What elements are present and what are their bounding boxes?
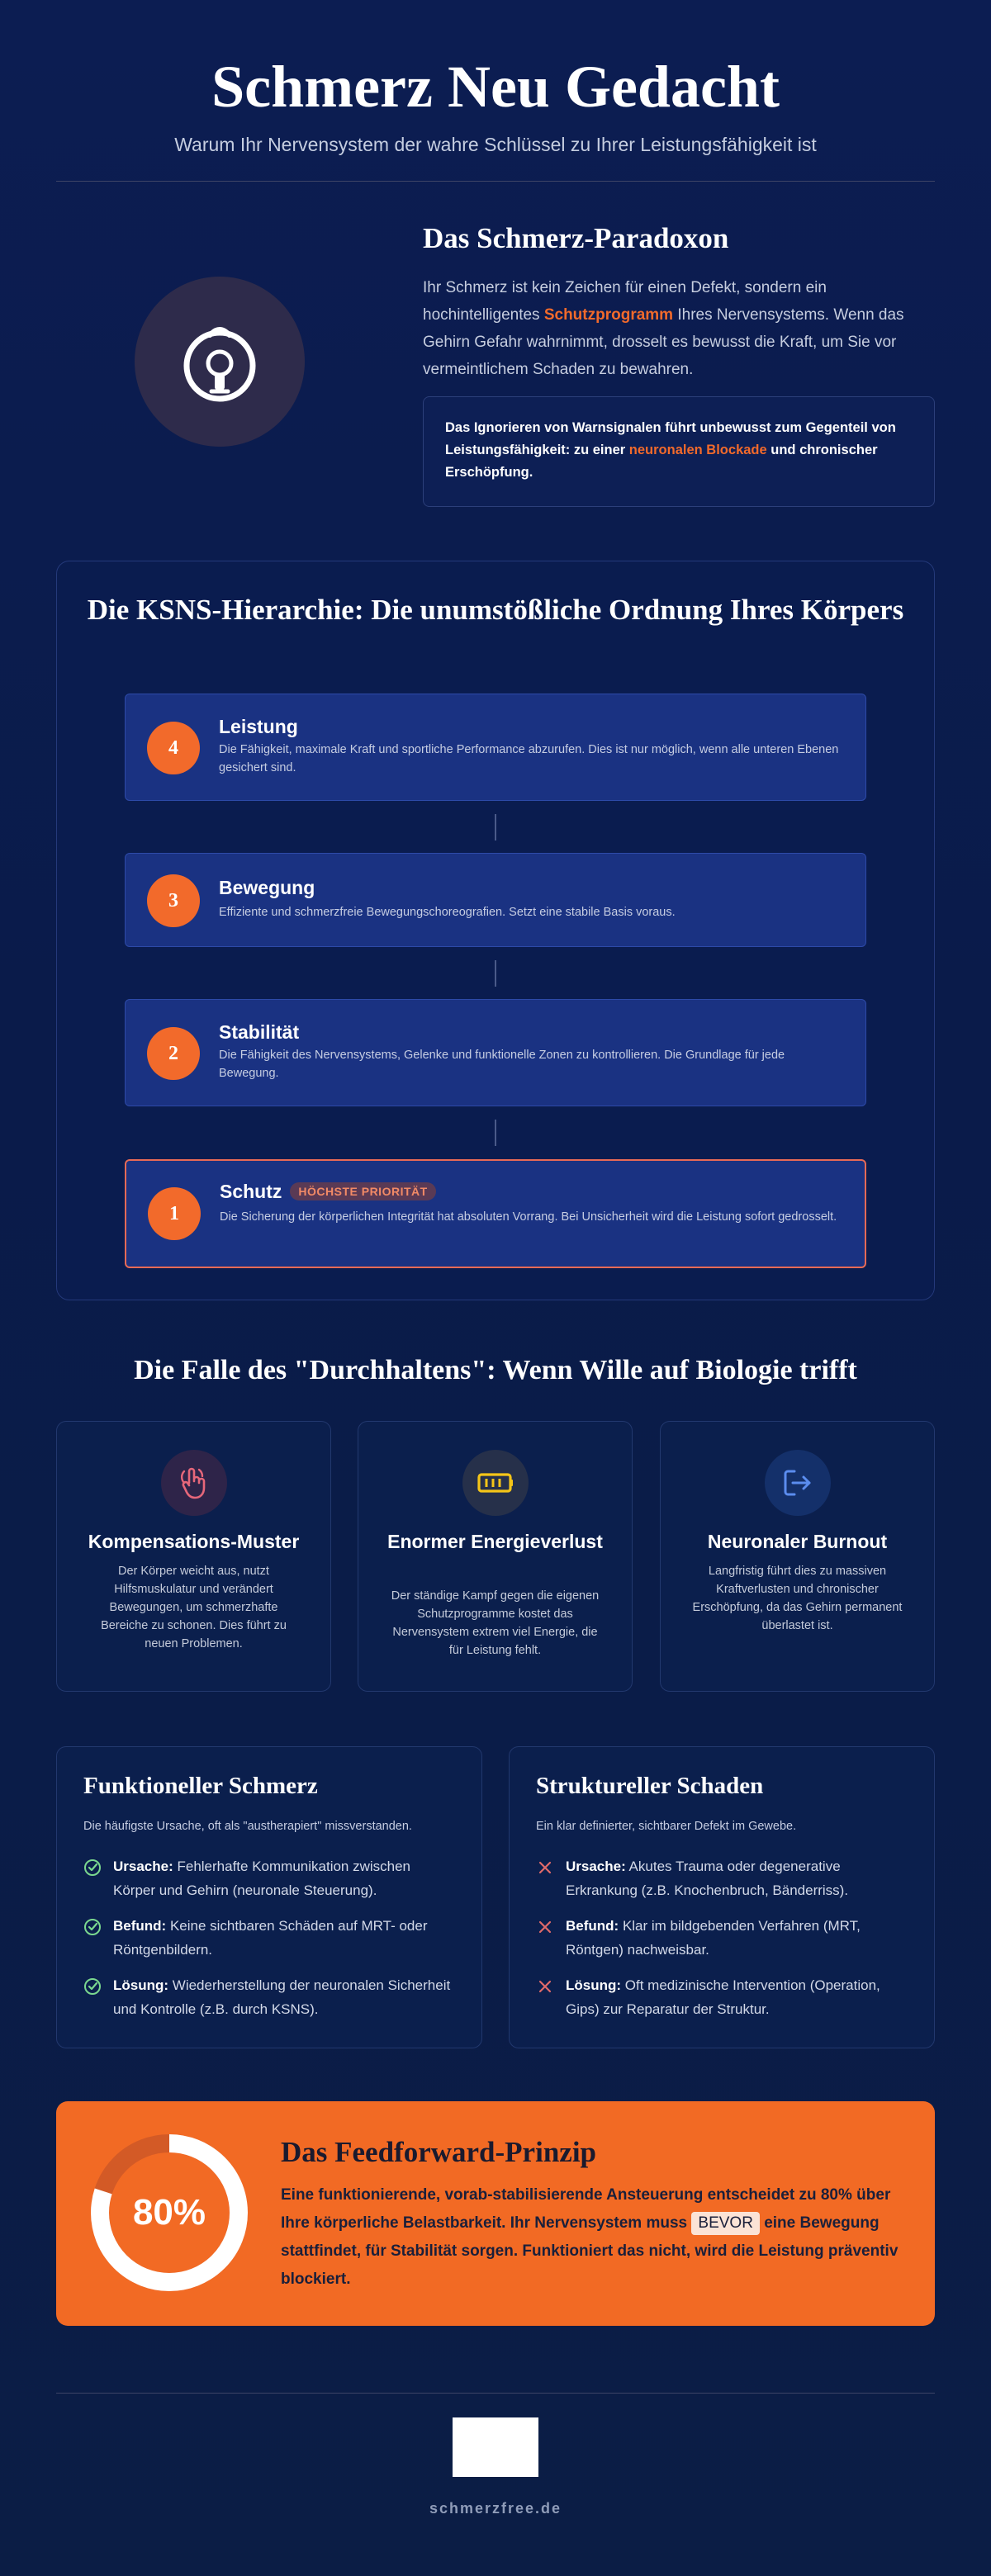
list-item-text <box>566 1914 908 1962</box>
exit-icon <box>765 1450 831 1516</box>
priority-badge: HÖCHSTE PRIORITÄT <box>290 1182 435 1200</box>
level-leistung <box>125 694 866 801</box>
card-description: Der ständige Kampf gegen die eigenen Schutzprogramme kostet das Nervensystem extrem viel Energie, die für Leistung fehlt. <box>391 1589 600 1657</box>
level-title <box>220 1181 436 1203</box>
card-description: Der Körper weicht aus, nutzt Hilfsmuskulatur und verändert Bewegungen, um schmerzhafte Bereiche zu schonen. Dies führt zu neuen Problemen. <box>101 1565 287 1650</box>
level-description: Effiziente und schmerzfreie Bewegungschoreografien. Setzt eine stabile Basis voraus. <box>219 906 676 919</box>
list-item <box>536 1973 908 2021</box>
list-item-text <box>566 1973 908 2021</box>
level-description: Die Sicherung der körperlichen Integrität hat absoluten Vorrang. Bei Unsicherheit wird die Leistung sofort gedrosselt. <box>220 1210 837 1224</box>
card-kompensation <box>56 1421 331 1692</box>
level-number-badge: 4 <box>147 722 200 774</box>
paradox-highlight: Schutzprogramm <box>543 306 674 324</box>
check-circle-icon <box>83 1918 102 1936</box>
list-item-value: Fehlerhafte Kommunikation zwischen Körper und Gehirn (neuronale Steuerung). <box>113 1859 411 1898</box>
card-title: Enormer Energieverlust <box>387 1531 603 1552</box>
level-title: Bewegung <box>219 877 315 898</box>
trap-title: Die Falle des "Durchhaltens": Wenn Wille auf Biologie trifft <box>134 1355 857 1385</box>
list-item-value: Keine sichtbaren Schäden auf MRT- oder Röntgenbildern. <box>113 1918 428 1958</box>
list-item-label: Lösung: <box>566 1977 622 1993</box>
footer-link[interactable]: schmerzfree.de <box>429 2500 562 2517</box>
battery-low-icon <box>462 1450 529 1516</box>
cross-icon <box>536 1859 554 1877</box>
list-item-label: Ursache: <box>566 1859 626 1874</box>
card-title: Kompensations-Muster <box>88 1531 300 1552</box>
level-number-badge: 1 <box>148 1187 201 1240</box>
list-item-text <box>113 1854 455 1902</box>
level-description: Die Fähigkeit des Nervensystems, Gelenke und funktionelle Zonen zu kontrollieren. Die Grundlage für jede Bewegung. <box>219 1049 785 1080</box>
card-burnout <box>660 1421 935 1692</box>
feedforward-percent: 80% <box>132 2192 206 2233</box>
bevor-highlight: BEVOR <box>691 2212 760 2235</box>
header-divider <box>56 181 935 182</box>
check-circle-icon <box>83 1977 102 1996</box>
card-description: Langfristig führt dies zu massiven Kraftverlusten und chronischer Erschöpfung, da das Gehirn permanent überlastet ist. <box>692 1565 903 1632</box>
cross-icon <box>536 1918 554 1936</box>
list-item-label: Lösung: <box>113 1977 169 1993</box>
level-title: Stabilität <box>219 1021 300 1043</box>
list-item-label: Befund: <box>566 1918 619 1934</box>
structural-damage-subtitle: Ein klar definierter, sichtbarer Defekt im Gewebe. <box>536 1820 797 1833</box>
page-title: Schmerz Neu Gedacht <box>211 54 780 120</box>
level-description: Die Fähigkeit, maximale Kraft und sportliche Performance abzurufen. Dies ist nur möglich, wenn alle unteren Ebenen gesichert sind. <box>219 743 839 774</box>
structural-damage-panel <box>509 1746 935 2048</box>
warning-callout <box>423 396 935 507</box>
level-title-text: Schutz <box>220 1181 282 1202</box>
paradox-body-text-1: Ihr Schmerz ist kein Zeichen für einen Defekt, sondern ein hochintelligentes <box>423 279 827 324</box>
paradox-body-text-2: Ihres Nervensystems. Wenn das Gehirn Gefahr wahrnimmt, drosselt es bewusst die Kraft, um Sie vor vermeintlichem Schaden zu bewahren. <box>423 306 904 378</box>
page-subtitle: Warum Ihr Nervensystem der wahre Schlüssel zu Ihrer Leistungsfähigkeit ist <box>174 134 817 155</box>
list-item-text <box>113 1973 455 2021</box>
card-title: Neuronaler Burnout <box>707 1531 888 1552</box>
footer-divider <box>56 2393 935 2394</box>
check-circle-icon <box>83 1859 102 1877</box>
level-number-badge: 3 <box>147 874 200 927</box>
page-header <box>0 50 991 156</box>
structural-damage-title: Struktureller Schaden <box>536 1773 764 1799</box>
level-connector <box>495 960 496 987</box>
list-item-value: Wiederherstellung der neuronalen Sicherheit und Kontrolle (z.B. durch KSNS). <box>113 1977 451 2017</box>
paradox-section <box>423 216 935 383</box>
list-item-label: Ursache: <box>113 1859 173 1874</box>
card-energieverlust <box>358 1421 633 1692</box>
feedforward-title: Das Feedforward-Prinzip <box>281 2136 597 2168</box>
level-connector <box>495 814 496 841</box>
level-title: Leistung <box>219 716 298 737</box>
level-schutz <box>125 1159 866 1268</box>
list-item <box>83 1854 455 1902</box>
feedforward-body <box>281 2181 900 2294</box>
ksns-title: Die KSNS-Hierarchie: Die unumstößliche Ordnung Ihres Körpers <box>87 594 904 626</box>
list-item <box>83 1914 455 1962</box>
level-stabilitaet <box>125 999 866 1106</box>
level-connector <box>495 1120 496 1146</box>
feedforward-panel <box>56 2101 935 2326</box>
warning-highlight: neuronalen Blockade <box>628 443 767 457</box>
paradox-body <box>423 274 935 383</box>
pointing-hand-icon <box>161 1450 227 1516</box>
functional-pain-panel <box>56 1746 482 2048</box>
list-item-value: Akutes Trauma oder degenerative Erkrankung (z.B. Knochenbruch, Bänderriss). <box>566 1859 849 1898</box>
list-item-text <box>566 1854 908 1902</box>
warning-text-1: Das Ignorieren von Warnsignalen führt unbewusst zum Gegenteil von Leistungsfähigkeit: zu einer <box>445 420 896 457</box>
functional-pain-subtitle: Die häufigste Ursache, oft als "austherapiert" missverstanden. <box>83 1820 412 1833</box>
pain-alarm-icon <box>135 277 305 447</box>
list-item-text <box>113 1914 455 1962</box>
feedforward-text-1: Eine funktionierende, vorab-stabilisierende Ansteuerung entscheidet zu 80% über Ihre körperliche Belastbarkeit. Ihr Nervensystem muss <box>281 2186 891 2232</box>
warning-text-2: und chronischer Erschöpfung. <box>445 443 878 480</box>
list-item-label: Befund: <box>113 1918 167 1934</box>
footer-logo <box>453 2417 538 2477</box>
paradox-title: Das Schmerz-Paradoxon <box>423 222 729 254</box>
list-item-value: Klar im bildgebenden Verfahren (MRT, Röntgen) nachweisbar. <box>566 1918 861 1958</box>
list-item <box>536 1914 908 1962</box>
functional-pain-title: Funktioneller Schmerz <box>83 1773 318 1799</box>
list-item <box>536 1854 908 1902</box>
feedforward-text-2: eine Bewegung stattfindet, für Stabilität sorgen. Funktioniert das nicht, wird die Leistung präventiv blockiert. <box>281 2214 899 2288</box>
list-item <box>83 1973 455 2021</box>
cross-icon <box>536 1977 554 1996</box>
list-item-value: Oft medizinische Intervention (Operation, Gips) zur Reparatur der Struktur. <box>566 1977 880 2017</box>
level-number-badge: 2 <box>147 1027 200 1080</box>
level-bewegung <box>125 853 866 947</box>
